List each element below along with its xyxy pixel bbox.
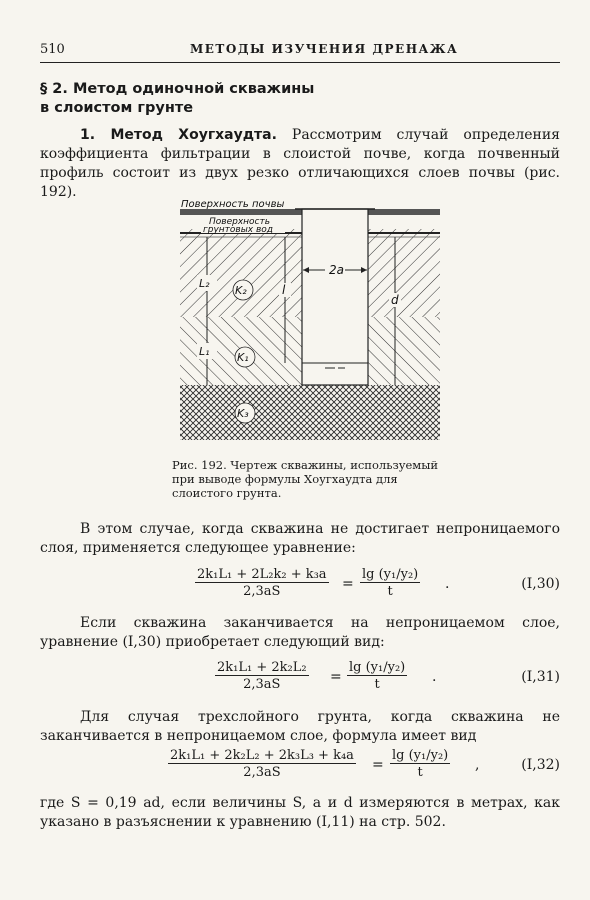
well-bore: [302, 209, 368, 385]
formula-I31: $\frac{\text{2k₁L₁ + 2k₂L₂}}{2,3aS}$ = $\frac{\text{lg (y₁/y₂)}}{t}$ . (I,31): [217, 660, 560, 692]
label-2a: 2a: [329, 263, 344, 277]
label-l: l: [282, 283, 286, 297]
formula-I31-rhs-numerator: lg (y₁/y₂): [349, 660, 406, 675]
section-heading-line1: § 2. Метод одиночной скважины: [40, 81, 315, 97]
figure-caption: Рис. 192. Чертеж скважины, используемый при выводе формулы Хоугхаудта для слоистого грунта.: [172, 458, 439, 500]
formula-I30-lhs: [195, 567, 329, 599]
formula-I31-rhs: [347, 660, 407, 692]
page-number: 510: [40, 42, 65, 57]
paragraph-2: Если скважина заканчивается на непроницаемом слое, уравнение (I,30) приобретает следующий вид:: [40, 615, 560, 650]
formula-I30-rhs-denominator: t: [387, 584, 393, 599]
label-L2: L₂: [199, 277, 210, 290]
formula-I31-rhs-denominator: t: [374, 677, 380, 692]
formula-I30-rhs-numerator: lg (y₁/y₂): [362, 567, 419, 582]
running-title: МЕТОДЫ ИЗУЧЕНИЯ ДРЕНАЖА: [190, 42, 459, 56]
formula-I32-rhs-numerator: lg (y₁/y₂): [392, 748, 449, 763]
label-d: d: [391, 293, 399, 307]
formula-I30-numerator: 2k₁L₁ + 2L₂k₂ + k₃a: [197, 567, 327, 582]
label-K2: K₂: [235, 284, 247, 297]
formula-I30-number: (I,30): [521, 576, 560, 592]
label-groundwater-1: Поверхность: [209, 217, 271, 227]
formula-I32-rhs: [390, 748, 450, 780]
label-groundwater-2: грунтовых вод: [203, 225, 274, 235]
formula-I31-denominator: 2,3aS: [243, 677, 281, 692]
formula-I32-rhs-denominator: t: [417, 765, 423, 780]
formula-I32-numerator: 2k₁L₁ + 2k₂L₂ + 2k₃L₃ + k₄a: [170, 748, 354, 763]
formula-I31-number: (I,31): [521, 669, 560, 685]
well-figure: [175, 195, 445, 450]
formula-I32-denominator: 2,3aS: [243, 765, 281, 780]
section-heading: [40, 80, 560, 118]
formula-I32: $\frac{\text{2k₁L₁ + 2k₂L₂ + 2k₃L₃ + k₄a}}{2,3aS}$ = $\frac{\text{lg (y₁/y₂)}}{t}$ , (I,32): [170, 748, 560, 780]
formula-I30: $\frac{\text{2k₁L₁ + 2L₂k₂ + k₃a}}{2,3aS}$ = $\frac{\text{lg (y₁/y₂)}}{t}$ . (I,30): [197, 567, 560, 599]
layer-k3: [180, 385, 440, 440]
formula-I31-lhs: [215, 660, 309, 692]
formula-I32-lhs: [168, 748, 356, 780]
intro-text: Рассмотрим случай определения коэффициента фильтрации в слоистой почве, когда почвенный профиль состоит из двух резко отличающихся слоев почвы (рис. 192).: [40, 127, 560, 200]
method-runin-heading: 1. Метод Хоугхаудта.: [80, 127, 277, 143]
label-L1: L₁: [199, 345, 210, 358]
paragraph-1: В этом случае, когда скважина не достигает непроницаемого слоя, применяется следующее уравнение:: [40, 521, 560, 556]
paragraph-4: где S = 0,19 ad, если величины S, a и d измеряются в метрах, как указано в разъяснении к уравнению (I,11) на стр. 502.: [40, 795, 560, 830]
label-K3: K₃: [237, 407, 249, 420]
formula-I31-numerator: 2k₁L₁ + 2k₂L₂: [217, 660, 307, 675]
paragraph-3: Для случая трехслойного грунта, когда скважина не заканчивается в непроницаемом слое, формула имеет вид: [40, 709, 560, 744]
formula-I30-rhs: [360, 567, 420, 599]
formula-I30-denominator: 2,3aS: [243, 584, 281, 599]
intro-paragraph: [40, 126, 560, 202]
section-heading-line2: в слоистом грунте: [40, 100, 194, 116]
label-K1: K₁: [237, 351, 249, 364]
label-soil-surface: Поверхность почвы: [181, 199, 285, 210]
running-header: [40, 40, 560, 63]
formula-I32-number: (I,32): [521, 757, 560, 773]
